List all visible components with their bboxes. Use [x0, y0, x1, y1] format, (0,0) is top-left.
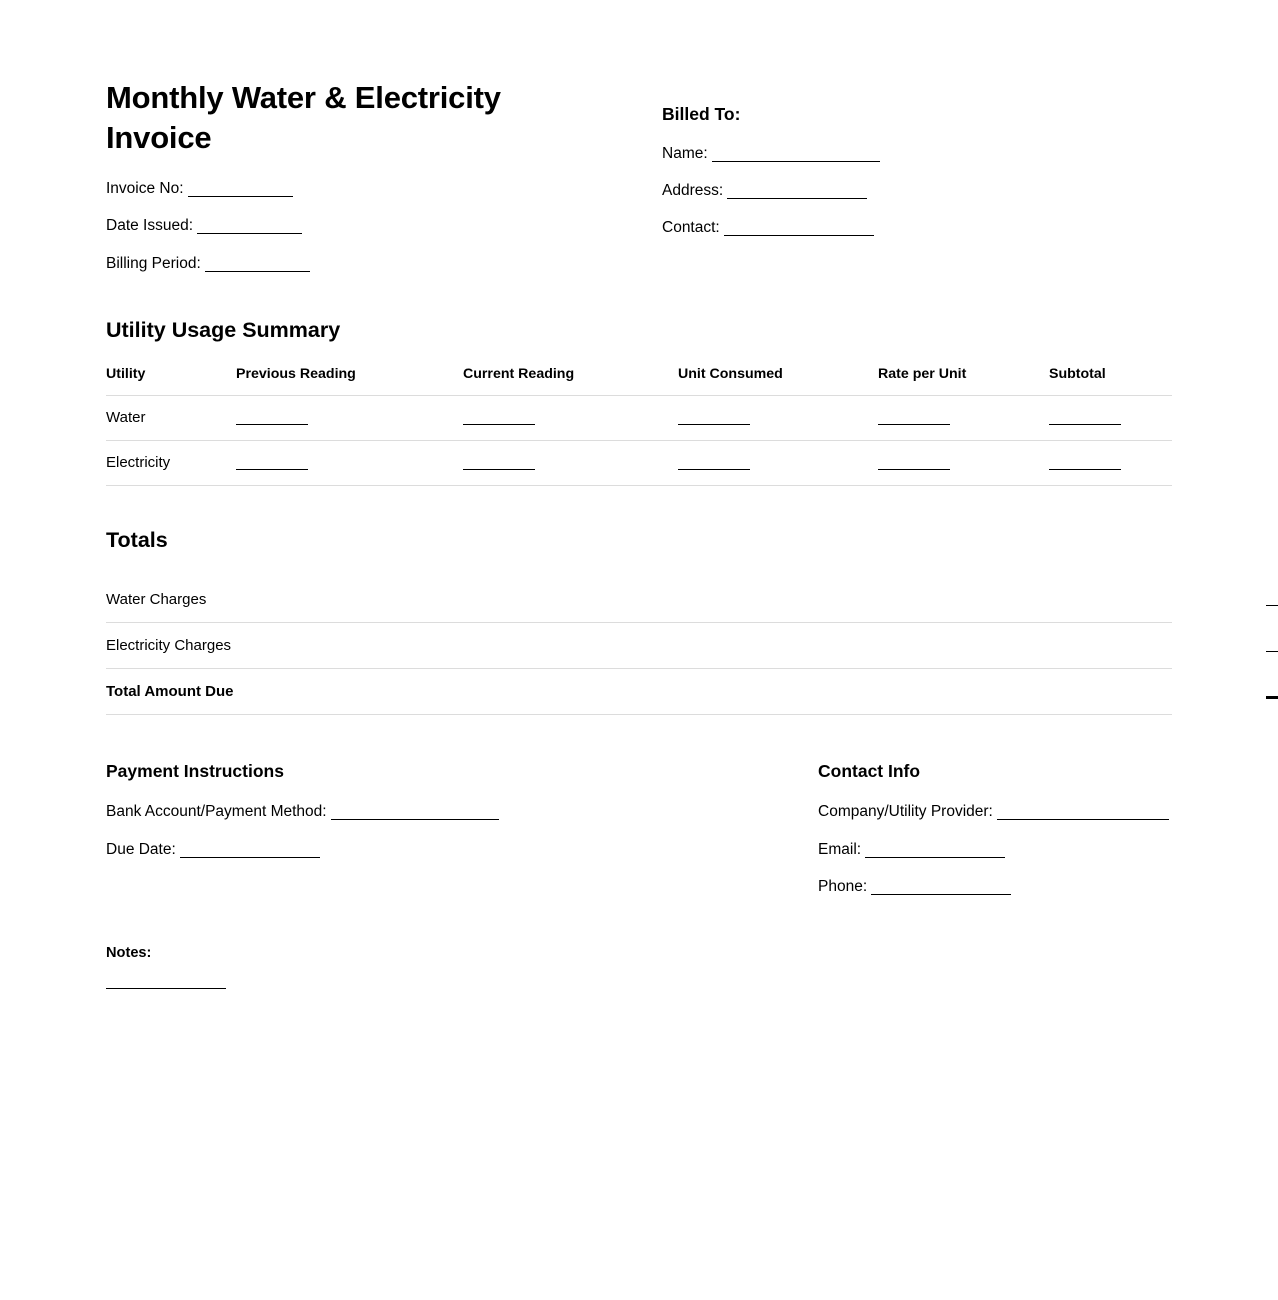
- invoice-no-input[interactable]: [188, 196, 293, 197]
- company-provider-input[interactable]: [997, 819, 1169, 820]
- invoice-header: [106, 78, 1172, 274]
- cell-subtotal: [1049, 440, 1172, 485]
- table-row: [106, 395, 1172, 440]
- invoice-content: [106, 78, 1172, 989]
- cell-rate-per-unit: [878, 440, 1049, 485]
- field-date-issued: [106, 216, 662, 236]
- totals-row-value-cell: [686, 623, 1172, 669]
- contact-info-section: [818, 761, 1172, 896]
- electricity-unit-consumed-input[interactable]: [678, 457, 750, 470]
- column-header-unit-consumed: Unit Consumed: [678, 366, 878, 396]
- cell-unit-consumed: [678, 440, 878, 485]
- billing-period-label: Billing Period:: [106, 254, 201, 272]
- contact-info-heading: Contact Info: [818, 761, 921, 782]
- electricity-rate-per-unit-input[interactable]: [878, 457, 950, 470]
- table-row-total-amount-due: [106, 669, 1172, 715]
- cell-rate-per-unit: [878, 395, 1049, 440]
- company-provider-label: Company/Utility Provider:: [818, 803, 993, 821]
- electricity-previous-reading-input[interactable]: [236, 457, 308, 470]
- date-issued-label: Date Issued:: [106, 217, 194, 235]
- field-due-date: [106, 840, 818, 860]
- field-bank-account: [106, 802, 818, 822]
- totals-row-label: Water Charges: [106, 577, 686, 623]
- phone-label: Phone:: [818, 877, 868, 895]
- column-header-rate-per-unit: Rate per Unit: [878, 366, 1049, 396]
- cell-previous-reading: [236, 440, 463, 485]
- payment-instructions-heading: Payment Instructions: [106, 761, 284, 782]
- payment-instructions-section: [106, 761, 818, 896]
- totals-section: [106, 528, 1172, 716]
- billed-name-input[interactable]: [712, 161, 880, 162]
- field-phone: [818, 877, 1172, 897]
- billed-address-label: Address:: [662, 182, 724, 200]
- field-billed-name: [662, 144, 1172, 164]
- invoice-no-label: Invoice No:: [106, 180, 184, 198]
- water-charges-input[interactable]: [1266, 594, 1278, 606]
- notes-input[interactable]: [106, 987, 226, 989]
- field-invoice-no: [106, 179, 662, 199]
- electricity-subtotal-input[interactable]: [1049, 457, 1121, 470]
- electricity-current-reading-input[interactable]: [463, 457, 535, 470]
- column-header-current-reading: Current Reading: [463, 366, 678, 396]
- due-date-input[interactable]: [180, 857, 320, 858]
- bank-account-input[interactable]: [331, 819, 499, 820]
- totals-row-value-cell: [686, 577, 1172, 623]
- field-email: [818, 840, 1172, 860]
- water-unit-consumed-input[interactable]: [678, 412, 750, 425]
- totals-row-value-cell: [686, 669, 1172, 715]
- usage-summary-heading: Utility Usage Summary: [106, 317, 341, 342]
- page-title: Monthly Water & Electricity Invoice: [106, 80, 501, 155]
- cell-utility-name: Water: [106, 395, 236, 440]
- email-field[interactable]: [865, 857, 1005, 858]
- cell-current-reading: [463, 440, 678, 485]
- table-row: [106, 623, 1172, 669]
- field-billed-contact: [662, 218, 1172, 238]
- email-label: Email:: [818, 840, 862, 858]
- water-previous-reading-input[interactable]: [236, 412, 308, 425]
- electricity-charges-input[interactable]: [1266, 640, 1278, 652]
- billed-contact-input[interactable]: [724, 235, 874, 236]
- usage-summary-section: [106, 318, 1172, 486]
- invoice-meta-block: [106, 78, 662, 274]
- billed-contact-label: Contact:: [662, 219, 720, 237]
- cell-unit-consumed: [678, 395, 878, 440]
- lower-sections: [106, 761, 1172, 896]
- table-row: [106, 577, 1172, 623]
- notes-section: [106, 945, 1172, 989]
- due-date-label: Due Date:: [106, 840, 176, 858]
- cell-previous-reading: [236, 395, 463, 440]
- water-rate-per-unit-input[interactable]: [878, 412, 950, 425]
- column-header-utility: Utility: [106, 366, 236, 396]
- field-company-provider: [818, 802, 1172, 822]
- field-billed-address: [662, 181, 1172, 201]
- phone-field[interactable]: [871, 894, 1011, 895]
- water-subtotal-input[interactable]: [1049, 412, 1121, 425]
- date-issued-input[interactable]: [197, 233, 302, 234]
- cell-current-reading: [463, 395, 678, 440]
- totals-heading: Totals: [106, 527, 168, 552]
- column-header-subtotal: Subtotal: [1049, 366, 1172, 396]
- total-amount-due-label: Total Amount Due: [106, 669, 686, 715]
- billed-address-input[interactable]: [727, 198, 867, 199]
- notes-label: Notes:: [106, 944, 152, 961]
- table-header-row: [106, 366, 1172, 396]
- cell-utility-name: Electricity: [106, 440, 236, 485]
- billed-name-label: Name:: [662, 145, 708, 162]
- field-billing-period: [106, 254, 662, 274]
- table-row: [106, 440, 1172, 485]
- billed-to-heading: Billed To:: [662, 104, 741, 124]
- total-amount-due-input[interactable]: [1266, 685, 1278, 699]
- bank-account-label: Bank Account/Payment Method:: [106, 803, 327, 821]
- column-header-previous-reading: Previous Reading: [236, 366, 463, 396]
- totals-table: [106, 577, 1172, 715]
- water-current-reading-input[interactable]: [463, 412, 535, 425]
- totals-row-label: Electricity Charges: [106, 623, 686, 669]
- billed-to-block: [662, 78, 1172, 238]
- cell-subtotal: [1049, 395, 1172, 440]
- usage-summary-table: [106, 366, 1172, 486]
- billing-period-input[interactable]: [205, 271, 310, 272]
